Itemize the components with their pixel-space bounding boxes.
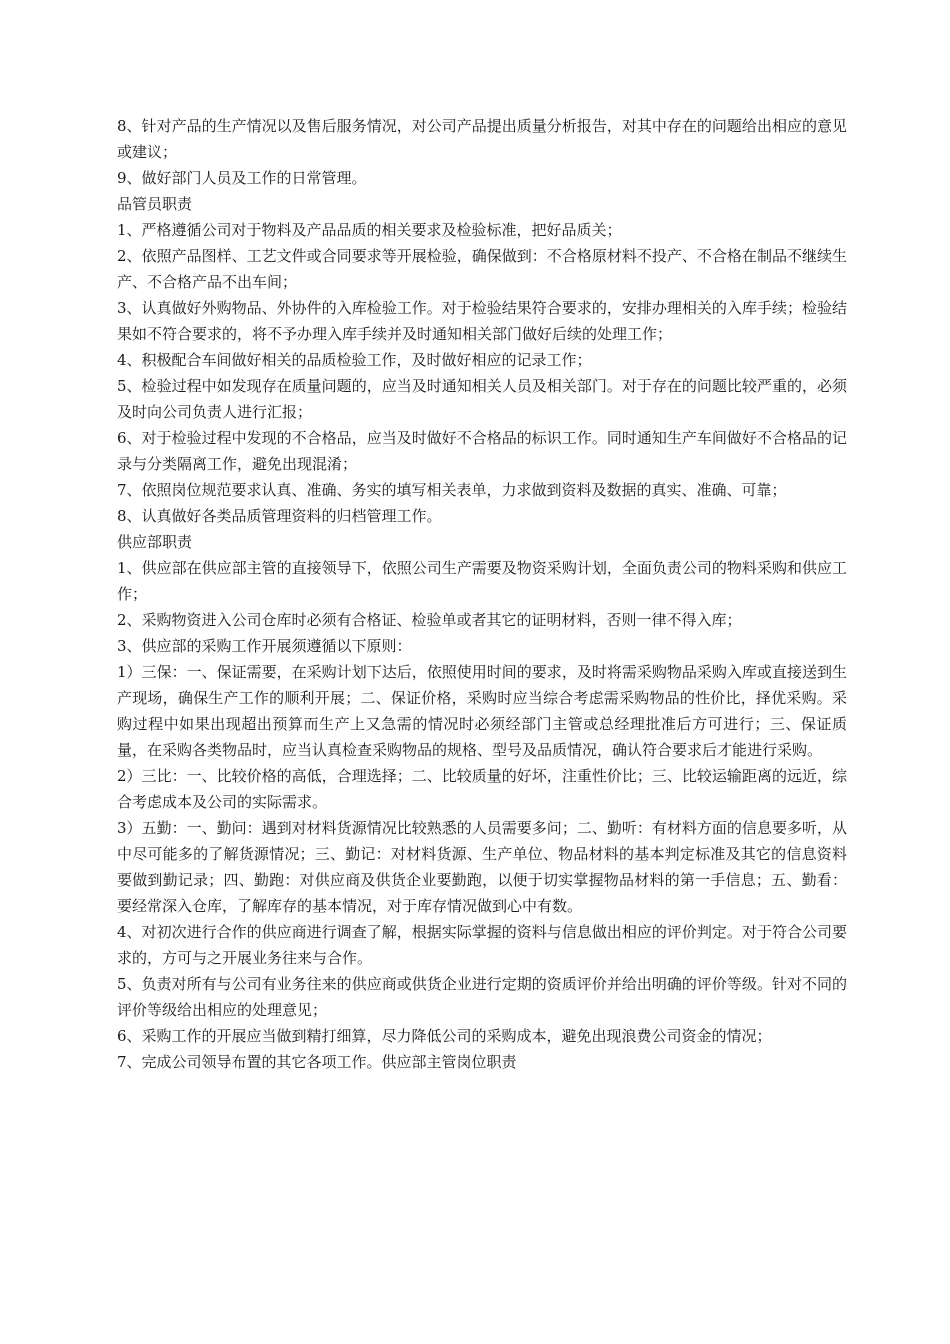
paragraph-inspector-item-6: 6、对于检验过程中发现的不合格品，应当及时做好不合格品的标识工作。同时通知生产车间做好不合格品的记录与分类隔离工作，避免出现混淆； <box>117 429 847 473</box>
paragraph-supply-item-6: 6、采购工作的开展应当做到精打细算，尽力降低公司的采购成本，避免出现浪费公司资金的情况； <box>117 1027 772 1045</box>
paragraph-supply-item-4: 4、对初次进行合作的供应商进行调查了解，根据实际掌握的资料与信息做出相应的评价判定。对于符合公司要求的，方可与之开展业务往来与合作。 <box>117 923 847 967</box>
paragraph-item-8-quality-report: 8、针对产品的生产情况以及售后服务情况，对公司产品提出质量分析报告，对其中存在的问题给出相应的意见或建议； <box>117 117 847 161</box>
paragraph-inspector-item-8: 8、认真做好各类品质管理资料的归档管理工作。 <box>117 507 442 525</box>
paragraph-inspector-item-4: 4、积极配合车间做好相关的品质检验工作，及时做好相应的记录工作； <box>117 351 592 369</box>
paragraph-supply-item-3: 3、供应部的采购工作开展须遵循以下原则： <box>117 637 412 655</box>
paragraph-supply-principle-three-guarantees: 1）三保：一、保证需要，在采购计划下达后，依照使用时间的要求，及时将需采购物品采购入库或直接送到生产现场，确保生产工作的顺利开展；二、保证价格，采购时应当综合考虑需采购物品的性价比，择优采购。采购过程中如果出现超出预算而生产上又急需的情况时必须经部门主管或总经理批准后方可进行；三、保证质量，在采购各类物品时，应当认真检查采购物品的规格、型号及品质情况，确认符合要求后才能进行采购。 <box>117 663 847 759</box>
paragraph-inspector-item-1: 1、严格遵循公司对于物料及产品品质的相关要求及检验标准，把好品质关； <box>117 221 622 239</box>
paragraph-inspector-item-7: 7、依照岗位规范要求认真、准确、务实的填写相关表单，力求做到资料及数据的真实、准确、可靠； <box>117 481 787 499</box>
section-heading-supply-department: 供应部职责 <box>117 533 193 551</box>
paragraph-inspector-item-5: 5、检验过程中如发现存在质量问题的，应当及时通知相关人员及相关部门。对于存在的问题比较严重的，必须及时向公司负责人进行汇报； <box>117 377 847 421</box>
paragraph-supply-principle-three-comparisons: 2）三比：一、比较价格的高低，合理选择；二、比较质量的好坏，注重性价比；三、比较运输距离的远近，综合考虑成本及公司的实际需求。 <box>117 767 847 811</box>
paragraph-supply-item-2: 2、采购物资进入公司仓库时必须有合格证、检验单或者其它的证明材料，否则一律不得入库； <box>117 611 742 629</box>
paragraph-supply-item-7: 7、完成公司领导布置的其它各项工作。供应部主管岗位职责 <box>117 1053 517 1071</box>
paragraph-inspector-item-3: 3、认真做好外购物品、外协件的入库检验工作。对于检验结果符合要求的，安排办理相关的入库手续；检验结果如不符合要求的，将不予办理入库手续并及时通知相关部门做好后续的处理工作； <box>117 299 847 343</box>
paragraph-supply-principle-five-diligences: 3）五勤：一、勤问：遇到对材料货源情况比较熟悉的人员需要多问；二、勤听：有材料方面的信息要多听，从中尽可能多的了解货源情况；三、勤记：对材料货源、生产单位、物品材料的基本判定标准及其它的信息资料要做到勤记录；四、勤跑：对供应商及供货企业要勤跑，以便于切实掌握物品材料的第一手信息；五、勤看：要经常深入仓库，了解库存的基本情况，对于库存情况做到心中有数。 <box>117 819 847 915</box>
paragraph-supply-item-1: 1、供应部在供应部主管的直接领导下，依照公司生产需要及物资采购计划，全面负责公司的物料采购和供应工作； <box>117 559 847 603</box>
document-page <box>117 113 847 1075</box>
section-heading-quality-inspector: 品管员职责 <box>117 195 193 213</box>
paragraph-item-9-daily-management: 9、做好部门人员及工作的日常管理。 <box>117 169 367 187</box>
paragraph-supply-item-5: 5、负责对所有与公司有业务往来的供应商或供货企业进行定期的资质评价并给出明确的评价等级。针对不同的评价等级给出相应的处理意见； <box>117 975 847 1019</box>
paragraph-inspector-item-2: 2、依照产品图样、工艺文件或合同要求等开展检验，确保做到：不合格原材料不投产、不合格在制品不继续生产、不合格产品不出车间； <box>117 247 847 291</box>
